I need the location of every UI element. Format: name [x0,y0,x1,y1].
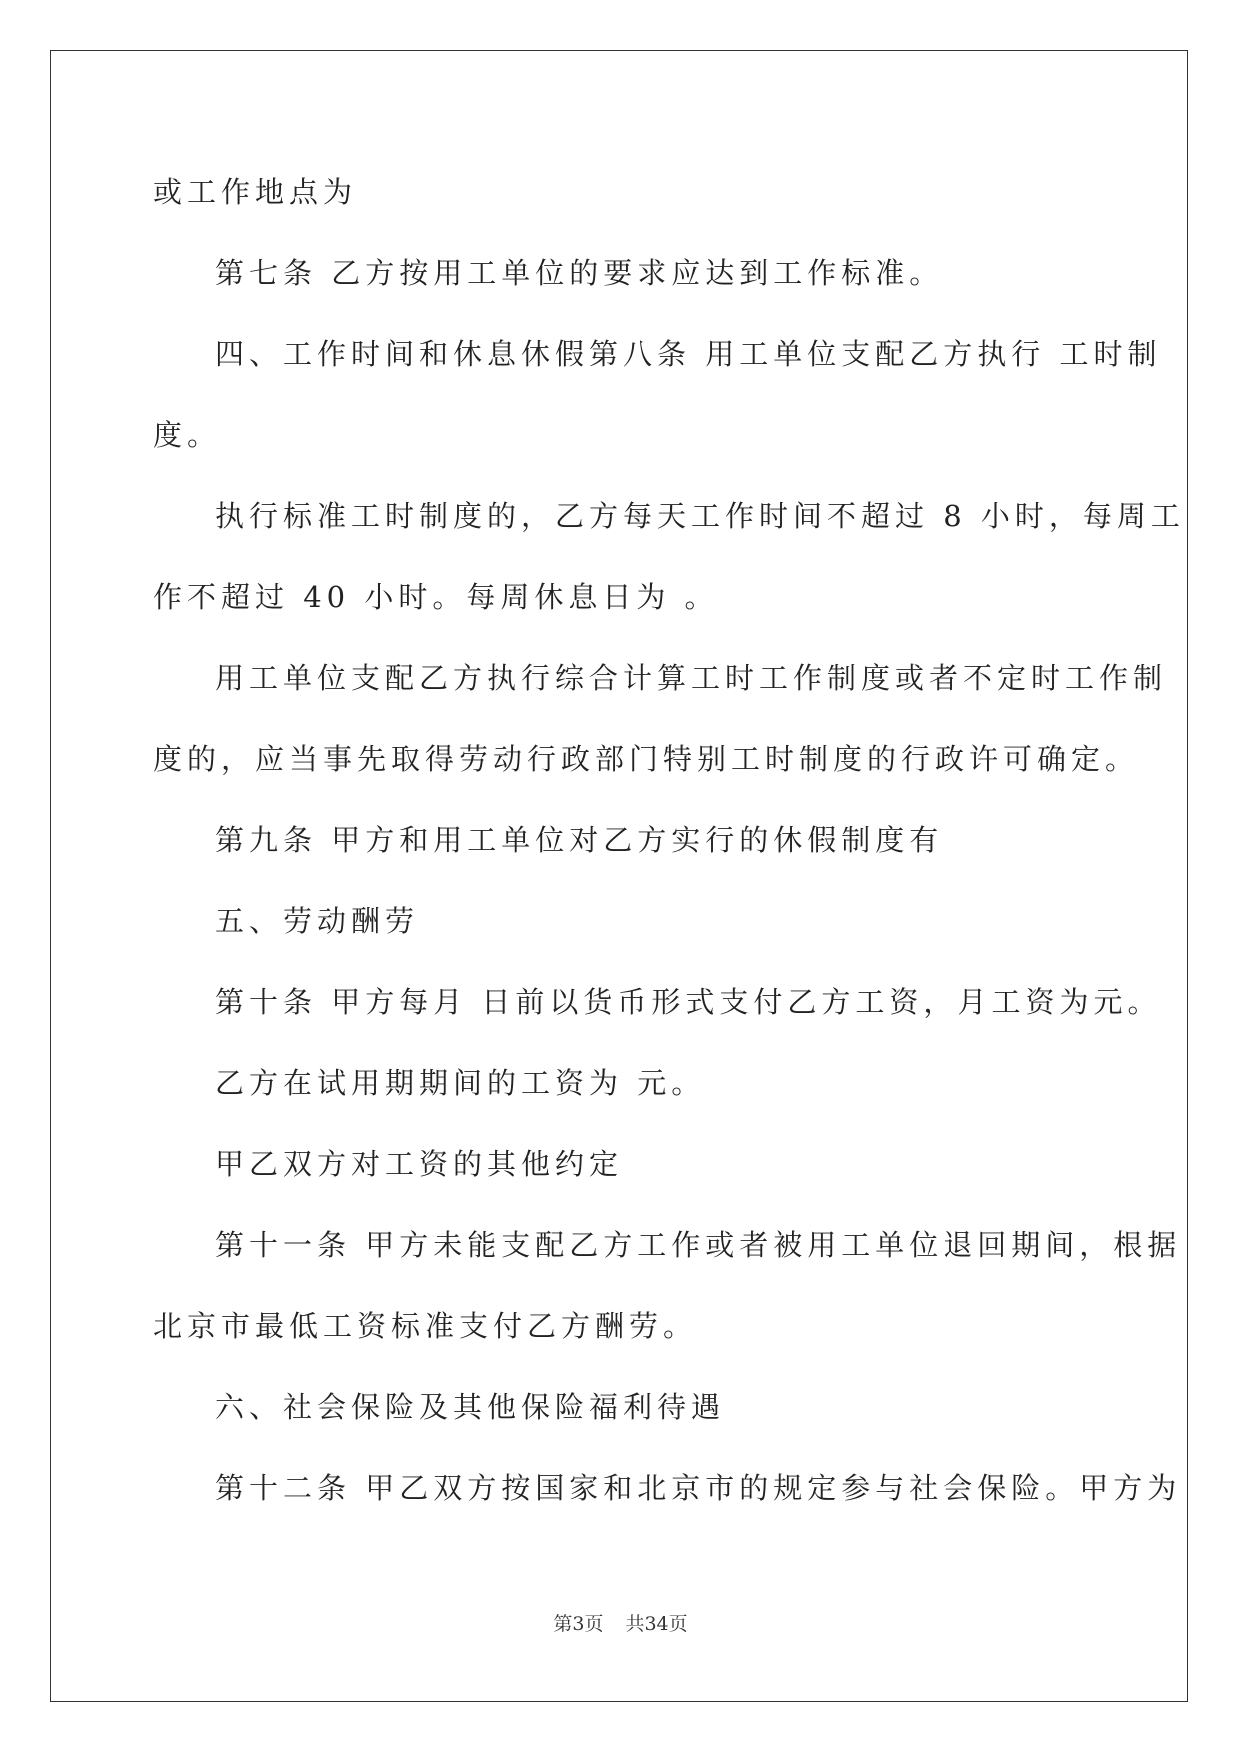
text-line: 度。 [153,418,222,452]
text-line: 北京市最低工资标准支付乙方酬劳。 [153,1309,698,1343]
text-line: 第十二条 甲乙双方按国家和北京市的规定参与社会保险。甲方为 [215,1471,1182,1505]
text-line: 或工作地点为 [153,175,358,209]
text-line: 度的，应当事先取得劳动行政部门特别工时制度的行政许可确定。 [153,742,1140,776]
text-line: 四、工作时间和休息休假第八条 用工单位支配乙方执行 工时制 [215,337,1162,371]
page-footer [0,1612,1241,1636]
page-total: 共34页 [625,1613,688,1635]
page-number: 第3页 [553,1613,604,1635]
text-line: 用工单位支配乙方执行综合计算工时工作制度或者不定时工作制 [215,661,1168,695]
text-line: 第十条 甲方每月 日前以货币形式支付乙方工资，月工资为元。 [215,985,1162,1019]
text-line: 第九条 甲方和用工单位对乙方实行的休假制度有 [215,823,944,857]
page-border [50,50,1188,1702]
text-line: 乙方在试用期期间的工资为 元。 [215,1066,706,1100]
text-line: 第十一条 甲方未能支配乙方工作或者被用工单位退回期间，根据 [215,1228,1182,1262]
text-line: 作不超过 40 小时。每周休息日为 。 [153,580,719,614]
text-line: 甲乙双方对工资的其他约定 [215,1147,624,1181]
text-line: 五、劳动酬劳 [215,904,420,938]
text-line: 执行标准工时制度的，乙方每天工作时间不超过 8 小时，每周工 [215,499,1185,533]
text-line: 六、社会保险及其他保险福利待遇 [215,1390,726,1424]
text-line: 第七条 乙方按用工单位的要求应达到工作标准。 [215,256,944,290]
